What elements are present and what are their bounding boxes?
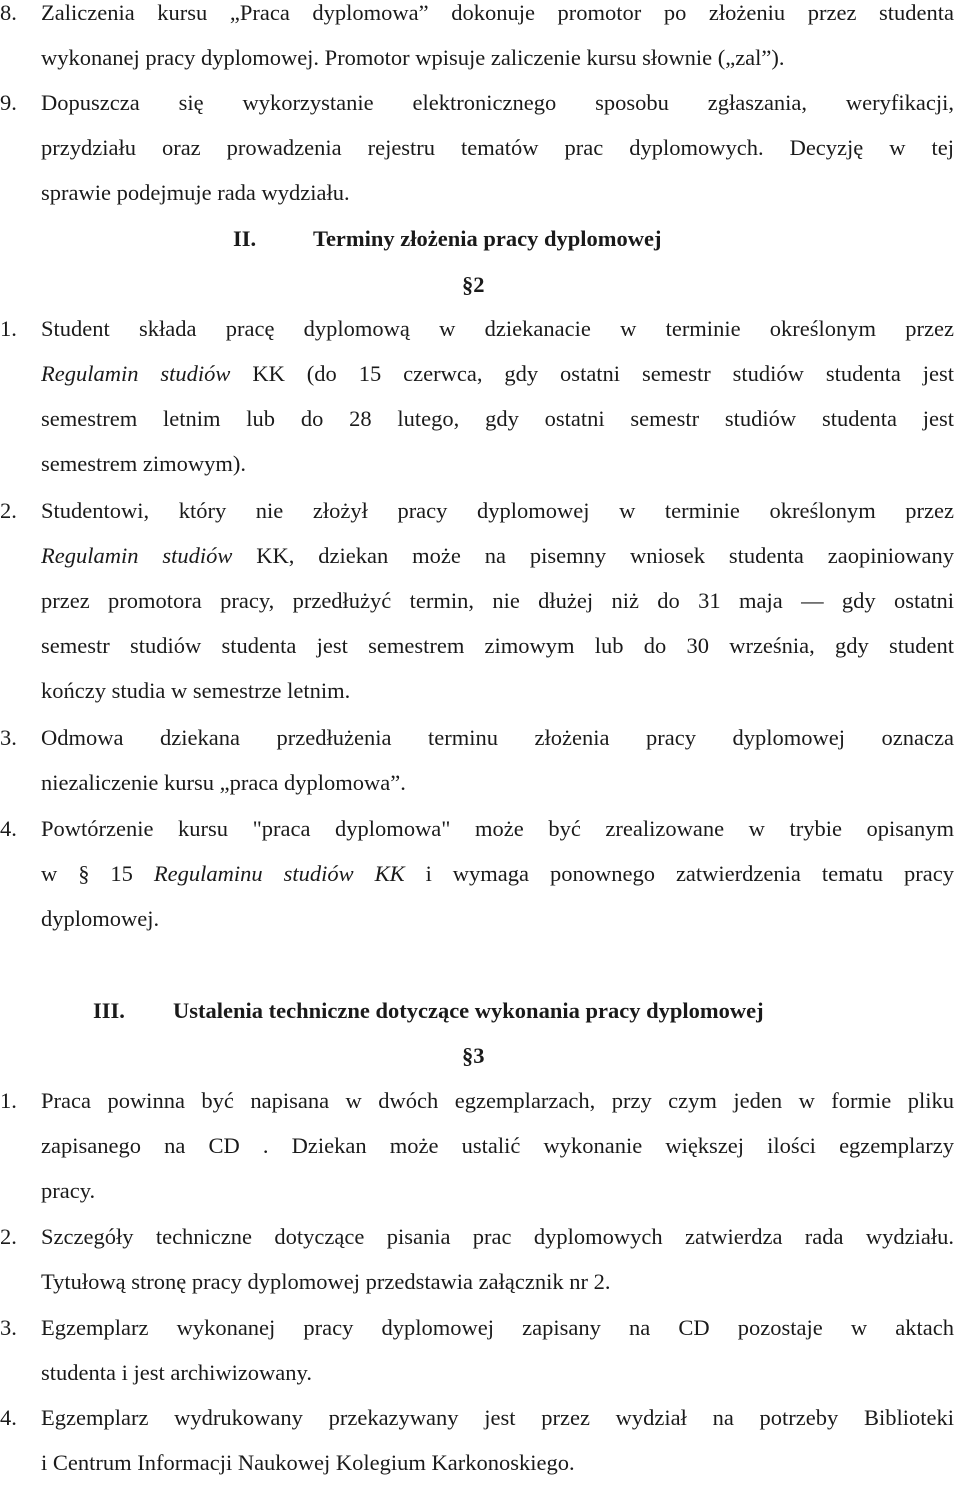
- section-roman-numeral: III.: [93, 998, 125, 1023]
- item-text-line: [41, 533, 954, 578]
- item-text-line: Egzemplarz wykonanej pracy dyplomowej zapisany na CD pozostaje w aktach: [41, 1315, 954, 1340]
- text-span: i wymaga ponownego zatwierdzenia tematu pracy: [404, 861, 954, 886]
- text-span: KK, dziekan może na pisemny wniosek studenta zaopiniowany: [232, 543, 954, 568]
- item-number: 2.: [0, 1224, 17, 1249]
- item-text-line: semestr studiów studenta jest semestrem zimowym lub do 30 września, gdy student: [41, 633, 954, 658]
- item-text-line: Studentowi, który nie złożył pracy dyplomowej w terminie określonym przez: [41, 498, 954, 523]
- item-text-line: sprawie podejmuje rada wydziału.: [41, 180, 350, 205]
- item-text-line: semestrem letnim lub do 28 lutego, gdy ostatni semestr studiów studenta jest: [41, 406, 954, 431]
- item-text-line: Praca powinna być napisana w dwóch egzemplarzach, przy czym jeden w formie pliku: [41, 1088, 954, 1113]
- section-title: Terminy złożenia pracy dyplomowej: [313, 226, 662, 251]
- item-number: 2.: [0, 498, 17, 523]
- paragraph-number: §2: [462, 272, 485, 297]
- item-number: 3.: [0, 1315, 17, 1340]
- item-number: 9.: [0, 90, 17, 115]
- item-text-line: przydziału oraz prowadzenia rejestru tematów prac dyplomowych. Decyzję w tej: [41, 135, 954, 160]
- item-text-line: wykonanej pracy dyplomowej. Promotor wpisuje zaliczenie kursu słownie („zal”).: [41, 45, 785, 70]
- text-span: KK (do 15 czerwca, gdy ostatni semestr studiów studenta jest: [230, 361, 954, 386]
- item-text-line: pracy.: [41, 1178, 96, 1203]
- item-text-line: studenta i jest archiwizowany.: [41, 1360, 312, 1385]
- regulation-title: Regulamin studiów: [41, 543, 233, 568]
- item-number: 4.: [0, 816, 17, 841]
- item-text-line: Student składa pracę dyplomową w dziekanacie w terminie określonym przez: [41, 316, 954, 341]
- item-text-line: [41, 351, 954, 396]
- item-number: 4.: [0, 1405, 17, 1430]
- item-text-line: zapisanego na CD . Dziekan może ustalić wykonanie większej ilości egzemplarzy: [41, 1133, 954, 1158]
- item-number: 8.: [0, 0, 17, 25]
- item-text-line: Odmowa dziekana przedłużenia terminu złożenia pracy dyplomowej oznacza: [41, 725, 954, 750]
- item-text-line: Dopuszcza się wykorzystanie elektronicznego sposobu zgłaszania, weryfikacji,: [41, 90, 954, 115]
- item-text-line: przez promotora pracy, przedłużyć termin, nie dłużej niż do 31 maja — gdy ostatni: [41, 588, 954, 613]
- item-text-line: Zaliczenia kursu „Praca dyplomowa” dokonuje promotor po złożeniu przez studenta: [41, 0, 954, 25]
- section-roman-numeral: II.: [233, 226, 257, 251]
- item-number: 1.: [0, 316, 17, 341]
- section-title: Ustalenia techniczne dotyczące wykonania pracy dyplomowej: [173, 998, 764, 1023]
- item-number: 1.: [0, 1088, 17, 1113]
- regulation-title: Regulaminu studiów KK: [153, 861, 405, 886]
- item-text-line: [41, 851, 954, 896]
- item-text-line: semestrem zimowym).: [41, 451, 246, 476]
- item-text-line: niezaliczenie kursu „praca dyplomowa”.: [41, 770, 406, 795]
- item-text-line: Powtórzenie kursu "praca dyplomowa" może być zrealizowane w trybie opisanym: [41, 816, 954, 841]
- item-number: 3.: [0, 725, 17, 750]
- item-text-line: Egzemplarz wydrukowany przekazywany jest przez wydział na potrzeby Biblioteki: [41, 1405, 954, 1430]
- text-span: w § 15: [41, 861, 154, 886]
- regulation-title: Regulamin studiów: [41, 361, 231, 386]
- item-text-line: Tytułową stronę pracy dyplomowej przedstawia załącznik nr 2.: [41, 1269, 611, 1294]
- item-text-line: i Centrum Informacji Naukowej Kolegium Karkonoskiego.: [41, 1450, 575, 1475]
- item-text-line: Szczegóły techniczne dotyczące pisania prac dyplomowych zatwierdza rada wydziału.: [41, 1224, 954, 1249]
- item-text-line: dyplomowej.: [41, 906, 160, 931]
- paragraph-number: §3: [462, 1043, 485, 1068]
- item-text-line: kończy studia w semestrze letnim.: [41, 678, 351, 703]
